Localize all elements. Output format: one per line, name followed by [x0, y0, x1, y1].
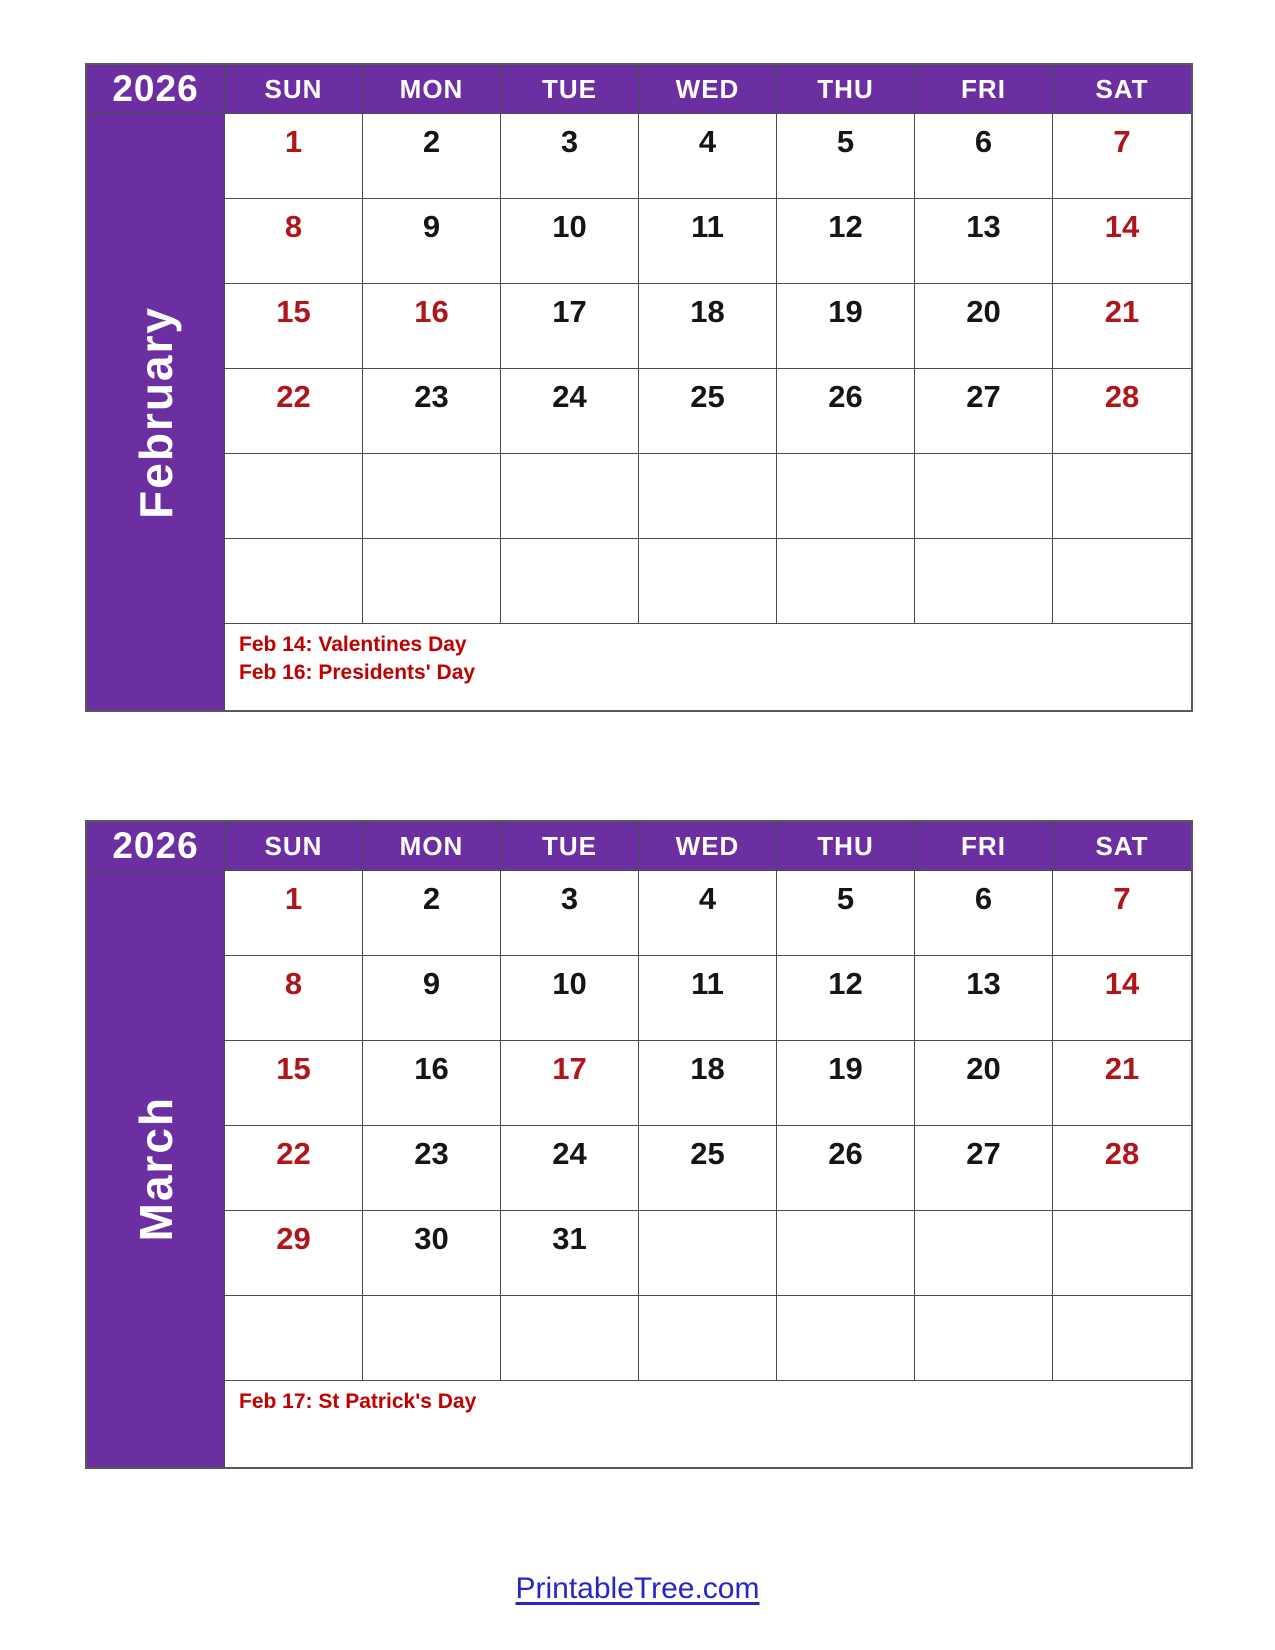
day-header-thu: THU [777, 822, 915, 871]
date-cell: 12 [777, 199, 915, 284]
date-cell: 19 [777, 284, 915, 369]
date-cell [777, 539, 915, 624]
date-cell [501, 454, 639, 539]
date-cell: 1 [225, 114, 363, 199]
date-cell: 16 [363, 1041, 501, 1126]
date-cell: 27 [915, 1126, 1053, 1211]
date-cell [639, 539, 777, 624]
date-cell: 10 [501, 199, 639, 284]
date-cell: 24 [501, 1126, 639, 1211]
date-cell: 19 [777, 1041, 915, 1126]
date-cell: 18 [639, 1041, 777, 1126]
date-cell [225, 539, 363, 624]
day-header-mon: MON [363, 65, 501, 114]
day-header-tue: TUE [501, 65, 639, 114]
date-cell: 2 [363, 871, 501, 956]
day-header-fri: FRI [915, 822, 1053, 871]
year-label: 2026 [87, 822, 225, 871]
date-cell: 12 [777, 956, 915, 1041]
date-cell: 28 [1053, 369, 1191, 454]
date-cell: 28 [1053, 1126, 1191, 1211]
date-cell [363, 539, 501, 624]
date-cell: 26 [777, 369, 915, 454]
footer [0, 1572, 1275, 1606]
month-name-sidebar [87, 114, 225, 710]
date-cell: 6 [915, 871, 1053, 956]
day-header-sun: SUN [225, 822, 363, 871]
date-cell: 16 [363, 284, 501, 369]
date-cell: 30 [363, 1211, 501, 1296]
date-cell: 13 [915, 199, 1053, 284]
date-cell: 17 [501, 1041, 639, 1126]
day-header-mon: MON [363, 822, 501, 871]
day-header-fri: FRI [915, 65, 1053, 114]
date-cell [777, 454, 915, 539]
month-block-march [85, 820, 1193, 1469]
month-name-label: March [129, 1096, 182, 1242]
date-cell: 11 [639, 956, 777, 1041]
date-cell: 24 [501, 369, 639, 454]
date-cell: 3 [501, 871, 639, 956]
day-header-sun: SUN [225, 65, 363, 114]
date-cell: 8 [225, 956, 363, 1041]
date-cell: 21 [1053, 1041, 1191, 1126]
date-cell: 4 [639, 114, 777, 199]
date-cell: 13 [915, 956, 1053, 1041]
date-cell [225, 454, 363, 539]
date-cell [225, 1296, 363, 1381]
date-cell: 9 [363, 199, 501, 284]
date-cell: 5 [777, 871, 915, 956]
date-cell [1053, 454, 1191, 539]
date-cell [639, 1211, 777, 1296]
month-name-sidebar [87, 871, 225, 1467]
date-cell: 21 [1053, 284, 1191, 369]
date-cell: 2 [363, 114, 501, 199]
month-name-label: February [129, 305, 182, 519]
day-header-wed: WED [639, 65, 777, 114]
date-cell: 29 [225, 1211, 363, 1296]
date-cell: 8 [225, 199, 363, 284]
date-cell [639, 454, 777, 539]
date-cell: 1 [225, 871, 363, 956]
date-cell: 23 [363, 369, 501, 454]
date-cell: 5 [777, 114, 915, 199]
date-cell: 15 [225, 284, 363, 369]
date-cell: 20 [915, 284, 1053, 369]
date-cell: 10 [501, 956, 639, 1041]
date-cell: 25 [639, 1126, 777, 1211]
holiday-note: Feb 14: Valentines Day [239, 633, 467, 656]
date-cell: 3 [501, 114, 639, 199]
date-cell: 22 [225, 369, 363, 454]
date-cell: 22 [225, 1126, 363, 1211]
date-cell: 6 [915, 114, 1053, 199]
date-cell [639, 1296, 777, 1381]
date-cell [1053, 539, 1191, 624]
holiday-note: Feb 17: St Patrick's Day [239, 1390, 477, 1413]
month-block-february [85, 63, 1193, 712]
holiday-note: Feb 16: Presidents' Day [239, 661, 476, 685]
date-cell [777, 1211, 915, 1296]
date-cell [777, 1296, 915, 1381]
date-cell [915, 454, 1053, 539]
date-cell [1053, 1211, 1191, 1296]
holiday-notes [225, 1381, 1191, 1467]
date-cell: 15 [225, 1041, 363, 1126]
date-cell [915, 1296, 1053, 1381]
date-cell: 14 [1053, 199, 1191, 284]
day-header-sat: SAT [1053, 65, 1191, 114]
date-cell: 17 [501, 284, 639, 369]
date-cell: 23 [363, 1126, 501, 1211]
day-header-tue: TUE [501, 822, 639, 871]
date-cell [915, 539, 1053, 624]
date-cell: 18 [639, 284, 777, 369]
date-cell: 14 [1053, 956, 1191, 1041]
date-cell: 31 [501, 1211, 639, 1296]
footer-link[interactable]: PrintableTree.com [515, 1572, 760, 1605]
date-cell [915, 1211, 1053, 1296]
day-header-wed: WED [639, 822, 777, 871]
date-cell [501, 539, 639, 624]
date-cell: 27 [915, 369, 1053, 454]
day-header-sat: SAT [1053, 822, 1191, 871]
date-cell: 9 [363, 956, 501, 1041]
year-label: 2026 [87, 65, 225, 114]
date-cell: 7 [1053, 871, 1191, 956]
holiday-notes [225, 624, 1191, 710]
date-cell [501, 1296, 639, 1381]
date-cell: 25 [639, 369, 777, 454]
date-cell: 4 [639, 871, 777, 956]
date-cell: 7 [1053, 114, 1191, 199]
date-cell: 26 [777, 1126, 915, 1211]
date-cell [363, 454, 501, 539]
date-cell [363, 1296, 501, 1381]
date-cell [1053, 1296, 1191, 1381]
date-cell: 11 [639, 199, 777, 284]
day-header-thu: THU [777, 65, 915, 114]
date-cell: 20 [915, 1041, 1053, 1126]
